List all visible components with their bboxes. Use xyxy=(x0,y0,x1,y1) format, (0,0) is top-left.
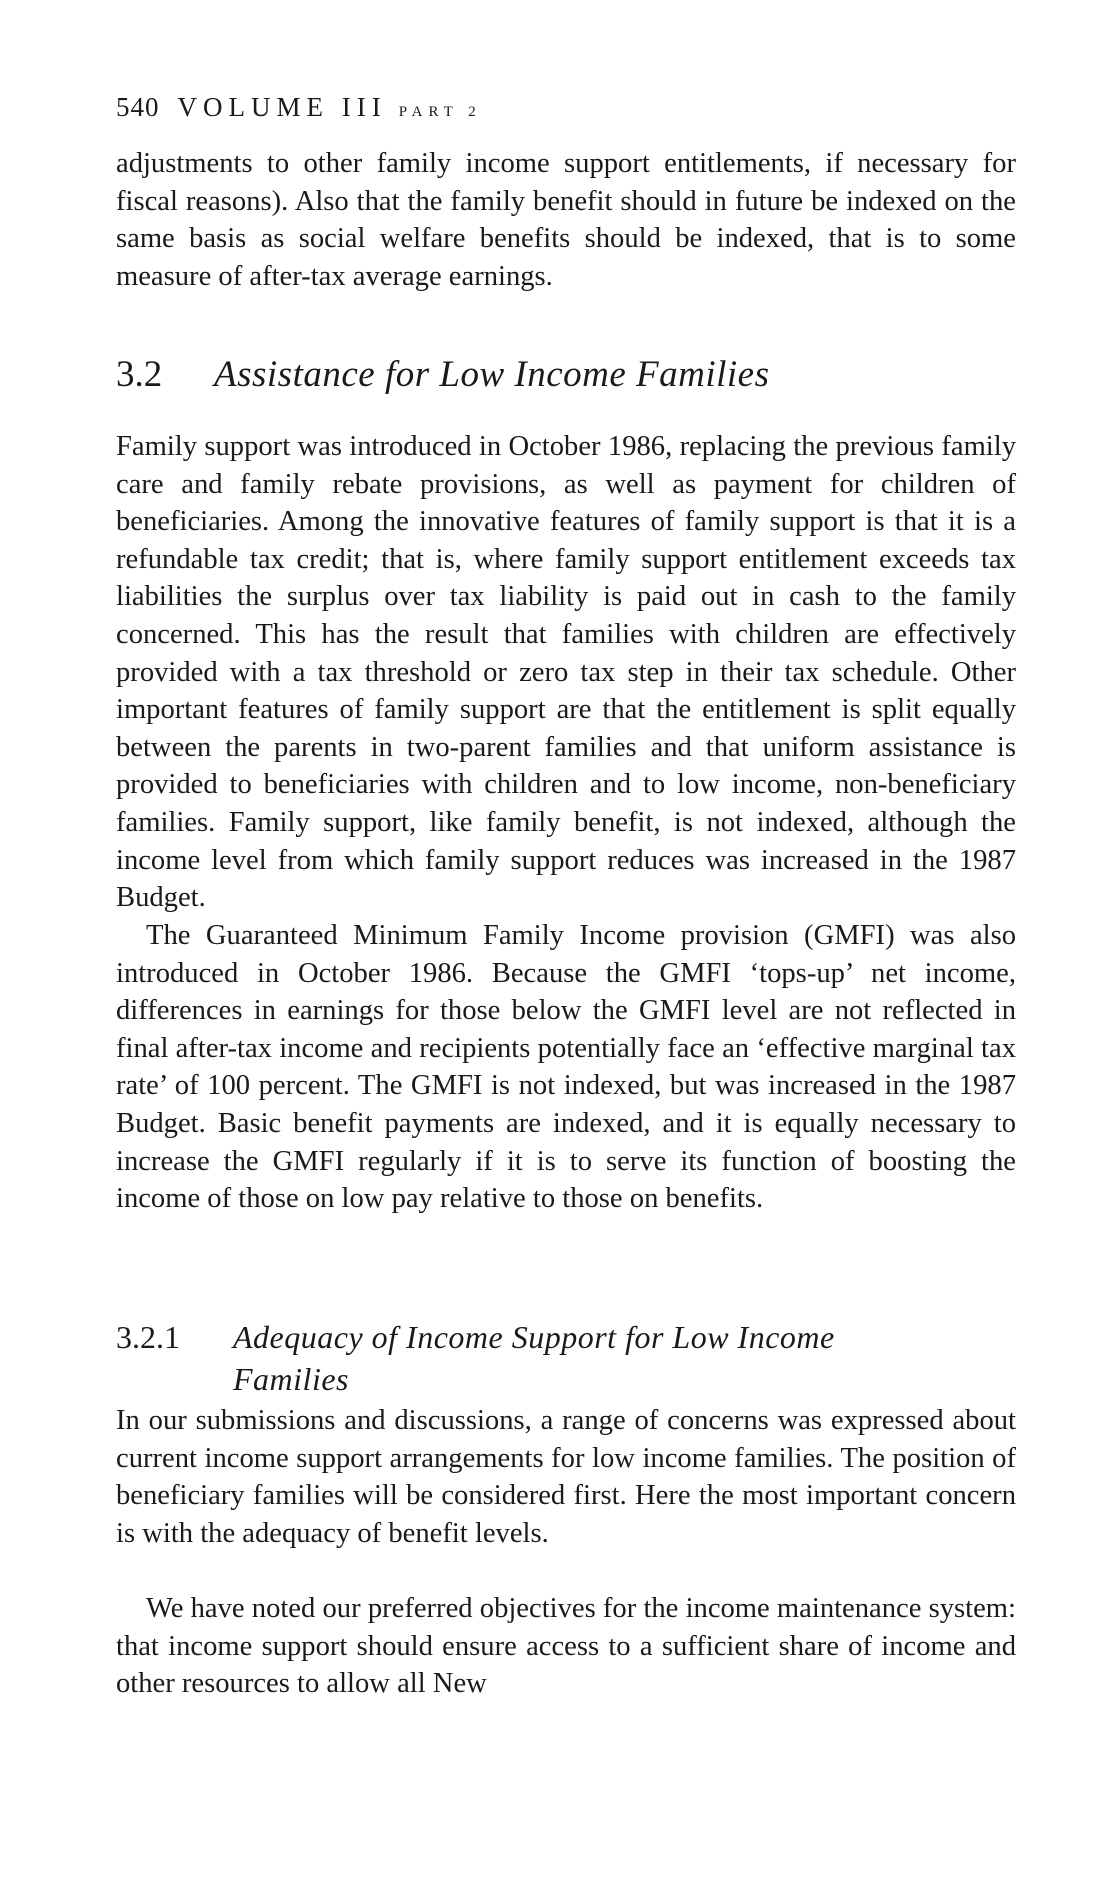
gmfi-paragraph: The Guaranteed Minimum Family Income provision (GMFI) was also introduced in October 1986. Because the GMFI ‘tops-up’ net income, differences in earnings for those below the GMFI level are not reflected in final after-tax income and recipients potentially face an ‘effective marginal tax rate’ of 100 percent. The GMFI is not indexed, but was increased in the 1987 Budget. Basic benefit payments are indexed, and it is equally necessary to increase the GMFI regularly if it is to serve its function of boosting the income of those on low pay relative to those on benefits. xyxy=(116,920,1016,1215)
subsection-title: Adequacy of Income Support for Low Income Families xyxy=(233,1319,835,1397)
family-support-paragraph: Family support was introduced in October 1986, replacing the previous family care and family rebate provisions, as well as payment for children of beneficiaries. Among the innovative features of family support is that it is a refundable tax credit; that is, where family support entitlement exceeds tax liabilities the surplus over tax liability is paid out in cash to the family concerned. This has the result that families with children are effectively provided with a tax threshold or zero tax step in their tax schedule. Other important features of family support are that the entitlement is split equally between the parents in two-parent families and that uniform assistance is provided to beneficiaries with children and to low income, non-beneficiary families. Family support, like family benefit, is not indexed, although the income level from which family support reduces was increased in the 1987 Budget. xyxy=(116,431,1016,914)
section-heading-3-2 xyxy=(116,352,770,398)
section-title: Assistance for Low Income Families xyxy=(214,354,770,395)
objectives-paragraph: We have noted our preferred objectives for the income maintenance system: that income support should ensure access to a sufficient share of income and other resources to allow all New xyxy=(116,1593,1016,1700)
subsection-number: 3.2.1 xyxy=(116,1319,180,1355)
volume-label: VOLUME III xyxy=(177,92,387,122)
part-label: PART 2 xyxy=(398,104,482,120)
submissions-paragraph: In our submissions and discussions, a range of concerns was expressed about current income support arrangements for low income families. The position of beneficiary families will be considered first. Here the most important concern is with the adequacy of benefit levels. xyxy=(116,1405,1016,1549)
running-header xyxy=(116,90,482,129)
section-number: 3.2 xyxy=(116,354,163,395)
page-number: 540 xyxy=(116,92,160,122)
intro-paragraph: adjustments to other family income support entitlements, if necessary for fiscal reasons). Also that the family benefit should in future be indexed on the same basis as social welfare benefits should be indexed, that is to some measure of after-tax average earnings. xyxy=(116,148,1016,292)
